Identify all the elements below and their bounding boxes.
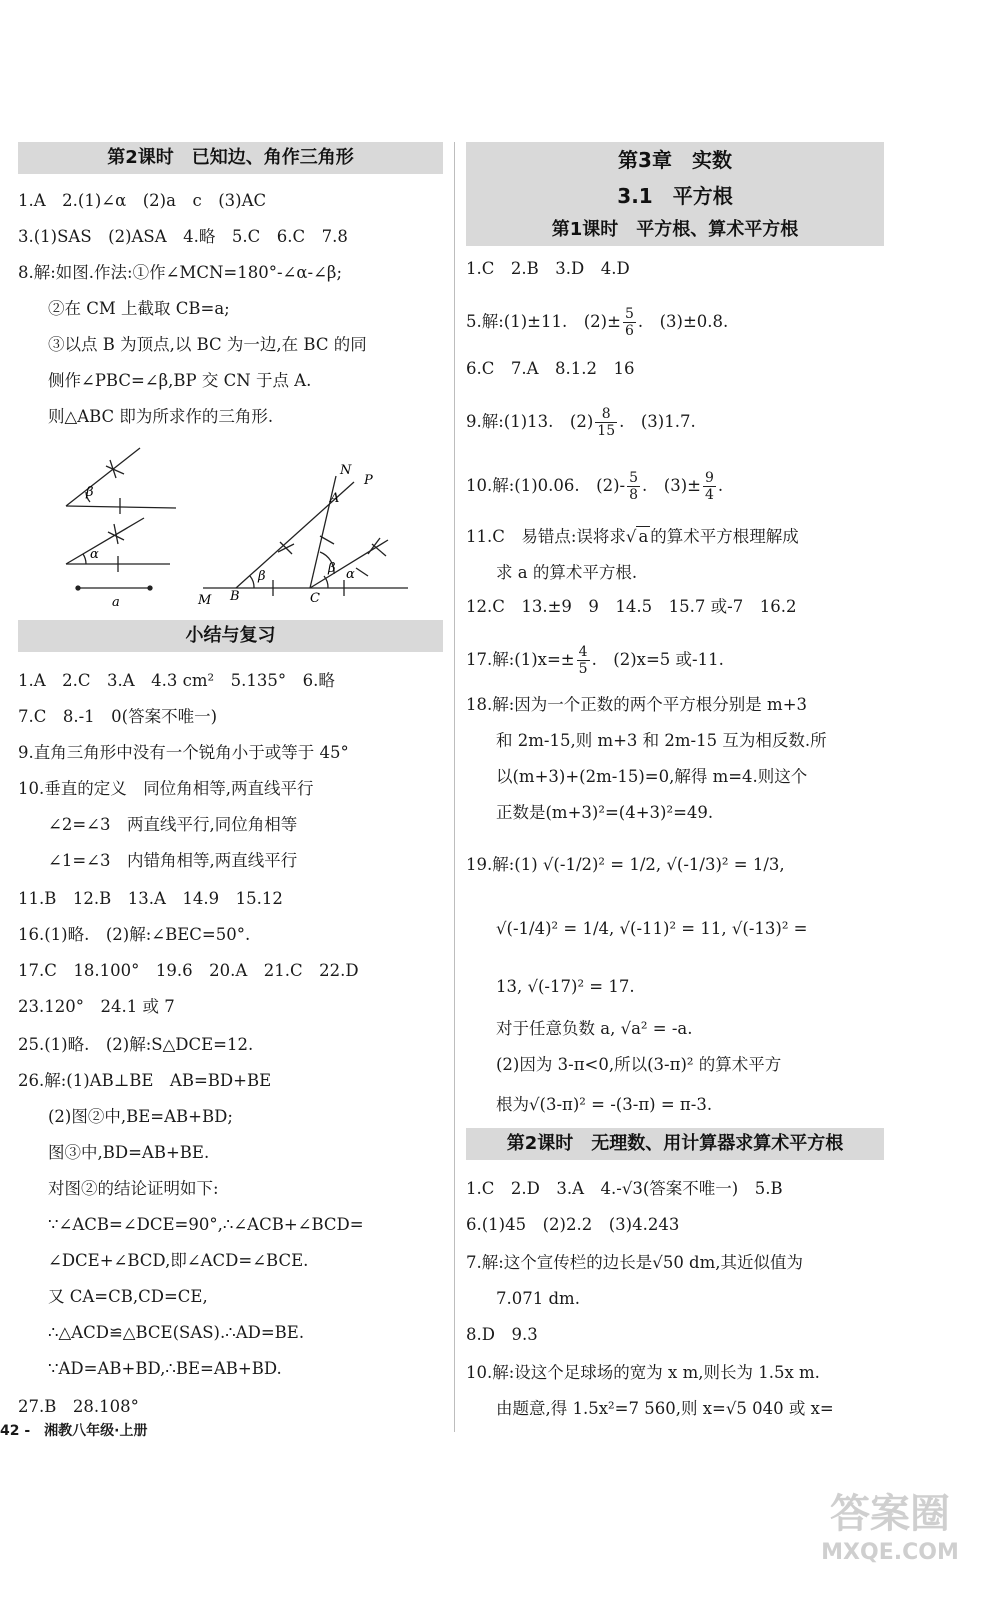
answer-line: 由题意,得 1.5x²=7 560,则 x=√5 040 或 x= xyxy=(496,1399,834,1418)
answer-line: 10.垂直的定义 同位角相等,两直线平行 xyxy=(18,779,314,798)
answer-line: √(-1/4)² = 1/4, √(-11)² = 11, √(-13)² = xyxy=(496,919,808,938)
angle-label-beta-c: β xyxy=(328,561,336,576)
fraction: $\frac{5}{6}$ xyxy=(624,306,634,339)
answer-line: 1.C 2.D 3.A 4.-√3(答案不唯一) 5.B xyxy=(466,1179,783,1198)
answer-line: 图③中,BD=AB+BE. xyxy=(48,1143,210,1162)
answer-line: 则△ABC 即为所求作的三角形. xyxy=(48,407,274,426)
answer-line: 6.(1)45 (2)2.2 (3)4.243 xyxy=(466,1215,680,1234)
answer-line: 26.解:(1)AB⊥BE AB=BD+BE xyxy=(18,1071,272,1090)
answer-line: ③以点 B 为顶点,以 BC 为一边,在 BC 的同 xyxy=(48,335,367,354)
angle-label-beta: β xyxy=(86,485,94,500)
point-label-m: M xyxy=(198,593,212,608)
answer-line: ∠1=∠3 内错角相等,两直线平行 xyxy=(48,851,298,870)
answer-line: ∠DCE+∠BCD,即∠ACD=∠BCE. xyxy=(48,1251,309,1270)
answer-line: 17.C 18.100° 19.6 20.A 21.C 22.D xyxy=(18,961,359,980)
chapter-header: 第3章 实数 xyxy=(466,142,884,178)
answer-line: 10.解:(1)0.06. (2)- $\frac{5}{8}$ . (3)± $\frac{9}{4}$ . xyxy=(466,470,724,503)
answer-line: ②在 CM 上截取 CB=a; xyxy=(48,299,230,318)
point-label-p: P xyxy=(364,473,373,488)
answer-line: 7.解:这个宣传栏的边长是√50 dm,其近似值为 xyxy=(466,1253,804,1272)
answer-line: 1.C 2.B 3.D 4.D xyxy=(466,259,630,278)
answer-line: 19.解:(1) √(-1/2)² = 1/2, √(-1/3)² = 1/3, xyxy=(466,855,785,874)
answer-line: 13, √(-17)² = 17. xyxy=(496,977,635,996)
answer-line: ∵∠ACB=∠DCE=90°,∴∠ACB+∠BCD= xyxy=(48,1215,364,1234)
answer-line: 10.解:设这个足球场的宽为 x m,则长为 1.5x m. xyxy=(466,1363,820,1382)
answer-line: 和 2m-15,则 m+3 和 2m-15 互为相反数.所 xyxy=(496,731,827,750)
answer-line: 18.解:因为一个正数的两个平方根分别是 m+3 xyxy=(466,695,808,714)
answer-line: 3.(1)SAS (2)ASA 4.略 5.C 6.C 7.8 xyxy=(18,227,348,246)
answer-line: 11.C 易错点:误将求√ a 的算术平方根理解成 xyxy=(466,527,799,546)
fraction: $\frac{9}{4}$ xyxy=(704,470,714,503)
section-header-lesson1: 第1课时 平方根、算术平方根 xyxy=(466,214,884,246)
answer-line: 求 a 的算术平方根. xyxy=(496,563,638,582)
fraction: $\frac{5}{8}$ xyxy=(629,470,639,503)
answer-line: 又 CA=CB,CD=CE, xyxy=(48,1287,208,1306)
point-label-b: B xyxy=(230,589,240,604)
sqrt-radicand: a xyxy=(638,527,649,546)
answer-line: 侧作∠PBC=∠β,BP 交 CN 于点 A. xyxy=(48,371,312,390)
answer-line: (2)因为 3-π<0,所以(3-π)² 的算术平方 xyxy=(496,1055,782,1074)
point-label-c: C xyxy=(310,591,320,606)
answer-line: 23.120° 24.1 或 7 xyxy=(18,997,175,1016)
fraction: $\frac{4}{5}$ xyxy=(578,644,588,677)
answer-line: 对图②的结论证明如下: xyxy=(48,1179,219,1198)
right-column xyxy=(466,142,884,1418)
page-footer: 42 - 湘教八年级·上册 xyxy=(0,1423,148,1439)
answer-line: 9.解:(1)13. (2) $\frac{8}{15}$ . (3)1.7. xyxy=(466,406,696,439)
answer-line: 7.C 8.-1 0(答案不唯一) xyxy=(18,707,218,726)
answer-line: 25.(1)略. (2)解:S△DCE=12. xyxy=(18,1035,254,1054)
answer-line: 17.解:(1)x=± $\frac{4}{5}$ . (2)x=5 或-11. xyxy=(466,644,724,677)
answer-line: 8.解:如图.作法:①作∠MCN=180°-∠α-∠β; xyxy=(18,263,342,282)
fraction: $\frac{8}{15}$ xyxy=(597,406,616,439)
watermark-logo: 答案圈 MXQE.COM xyxy=(821,1491,959,1565)
answer-line: 27.B 28.108° xyxy=(18,1397,139,1416)
answer-line: ∠2=∠3 两直线平行,同位角相等 xyxy=(48,815,298,834)
left-column xyxy=(18,142,443,1416)
answer-line: 1.A 2.C 3.A 4.3 cm² 5.135° 6.略 xyxy=(18,671,335,690)
answer-line: 5.解:(1)±11. (2)± $\frac{5}{6}$ . (3)±0.8. xyxy=(466,306,729,339)
angle-label-alpha: α xyxy=(90,547,99,562)
construction-figure xyxy=(58,440,438,610)
answer-line: (2)图②中,BE=AB+BD; xyxy=(48,1107,233,1126)
answer-line: 以(m+3)+(2m-15)=0,解得 m=4.则这个 xyxy=(496,767,808,786)
section-header-3-1: 3.1 平方根 xyxy=(466,178,884,214)
angle-label-alpha-c: α xyxy=(346,567,355,582)
point-label-n: N xyxy=(340,463,352,478)
answer-line: 16.(1)略. (2)解:∠BEC=50°. xyxy=(18,925,251,944)
answer-line: 6.C 7.A 8.1.2 16 xyxy=(466,359,635,378)
section-header-review: 小结与复习 xyxy=(18,620,443,652)
angle-label-beta-b: β xyxy=(258,569,266,584)
column-divider xyxy=(454,142,455,1432)
answer-line: 7.071 dm. xyxy=(496,1289,580,1308)
answer-line: ∴△ACD≌△BCE(SAS).∴AD=BE. xyxy=(48,1323,305,1342)
answer-line: 12.C 13.±9 9 14.5 15.7 或-7 16.2 xyxy=(466,597,797,616)
answer-line: 9.直角三角形中没有一个锐角小于或等于 45° xyxy=(18,743,349,762)
answer-line: 11.B 12.B 13.A 14.9 15.12 xyxy=(18,889,283,908)
section-header-lesson2-irrational: 第2课时 无理数、用计算器求算术平方根 xyxy=(466,1128,884,1160)
answer-line: ∵AD=AB+BD,∴BE=AB+BD. xyxy=(48,1359,282,1378)
answer-line: 对于任意负数 a, √a² = -a. xyxy=(496,1019,693,1038)
answer-line: 1.A 2.(1)∠α (2)a c (3)AC xyxy=(18,191,267,210)
section-header-lesson2: 第2课时 已知边、角作三角形 xyxy=(18,142,443,174)
answer-line: 根为√(3-π)² = -(3-π) = π-3. xyxy=(496,1095,713,1114)
segment-label-a: a xyxy=(112,595,120,610)
answer-line: 正数是(m+3)²=(4+3)²=49. xyxy=(496,803,714,822)
point-label-a: A xyxy=(330,491,340,506)
answer-line: 8.D 9.3 xyxy=(466,1325,538,1344)
